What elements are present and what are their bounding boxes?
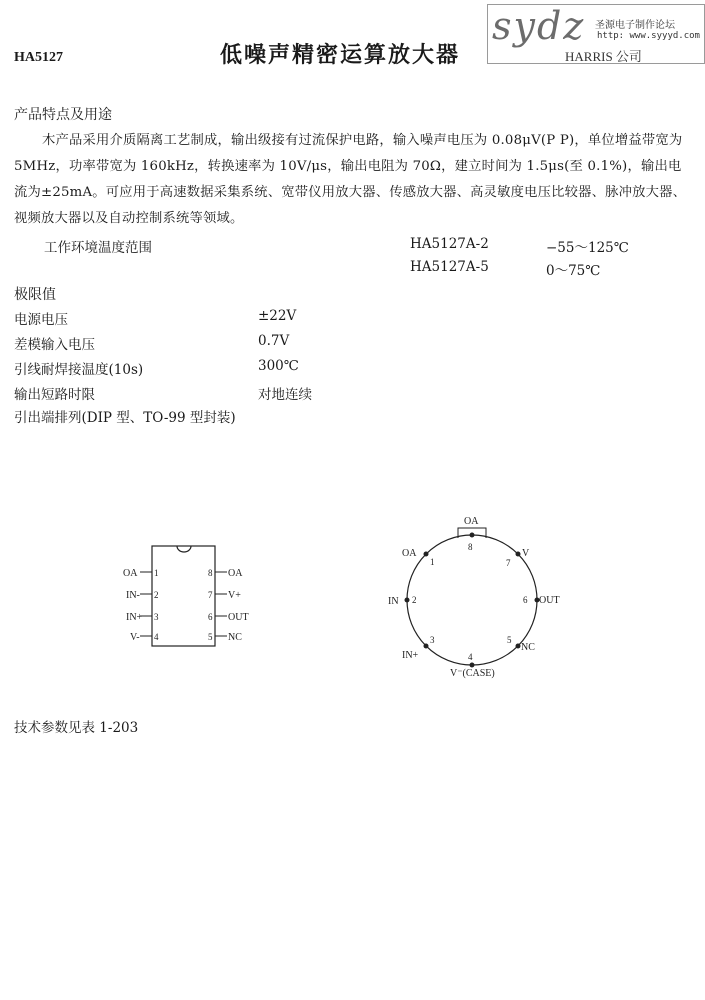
temp-part-2: HA5127A-5 xyxy=(410,259,489,275)
dip-pin7-num: 7 xyxy=(208,590,213,600)
page-title: 低噪声精密运算放大器 xyxy=(220,42,461,68)
temp-part-1: HA5127A-2 xyxy=(410,236,489,252)
limit-value-lead-temp: 300℃ xyxy=(258,358,299,374)
watermark-url: http: www.syyyd.com xyxy=(597,31,700,41)
to99-pin8-num: 8 xyxy=(468,542,473,552)
to99-pin5-num: 5 xyxy=(507,635,512,645)
features-heading: 产品特点及用途 xyxy=(14,107,112,123)
dip-pin6-label: OUT xyxy=(228,612,249,623)
temp-range-label: 工作环境温度范围 xyxy=(44,240,152,256)
dip-pin4-num: 4 xyxy=(154,632,159,642)
limit-label-diff-input: 差模输入电压 xyxy=(14,337,95,353)
dip-pin2-label: IN- xyxy=(126,590,140,601)
to99-package-diagram xyxy=(380,508,580,683)
dip-body xyxy=(152,546,215,646)
dip-pin3-num: 3 xyxy=(154,612,159,622)
dip-pin5-label: NC xyxy=(228,632,242,643)
pinout-heading: 引出端排列(DIP 型、TO-99 型封装) xyxy=(14,410,236,426)
to99-pin6-label: OUT xyxy=(539,595,560,606)
dip-notch xyxy=(177,546,191,552)
to99-pin5-label: NC xyxy=(521,642,535,653)
dip-right-pins xyxy=(208,568,249,643)
dip-pin8-label: OA xyxy=(228,568,243,579)
to99-pin6-num: 6 xyxy=(523,595,528,605)
temp-range-1: −55～125℃ xyxy=(546,240,629,256)
dip-pin3-label: IN+ xyxy=(126,612,143,623)
temp-range-2: 0～75℃ xyxy=(546,263,601,279)
tech-params-reference: 技术参数见表 1-203 xyxy=(14,720,139,736)
limit-label-supply: 电源电压 xyxy=(14,312,68,328)
watermark-logo: sydz xyxy=(492,4,586,48)
to99-pin4-num: 4 xyxy=(468,652,473,662)
to99-top-label: OA xyxy=(464,516,479,527)
limits-heading: 极限值 xyxy=(14,287,56,303)
dip-pin5-num: 5 xyxy=(208,632,213,642)
limit-label-short-circuit: 输出短路时限 xyxy=(14,387,95,403)
to99-pin3-num: 3 xyxy=(430,635,435,645)
dip-pin8-num: 8 xyxy=(208,568,213,578)
limit-value-diff-input: 0.7V xyxy=(258,333,290,349)
dip-pin7-label: V+ xyxy=(228,590,241,601)
to99-pin2-label: IN xyxy=(388,596,399,607)
limit-label-lead-temp: 引线耐焊接温度(10s) xyxy=(14,362,144,378)
limit-value-supply: ±22V xyxy=(258,308,297,324)
dip-pin4-label: V- xyxy=(130,632,140,643)
dip-pin1-label: OA xyxy=(123,568,138,579)
limit-value-short-circuit: 对地连续 xyxy=(258,387,312,403)
dip-pin6-num: 6 xyxy=(208,612,213,622)
part-number: HA5127 xyxy=(14,50,63,65)
manufacturer-label: HARRIS 公司 xyxy=(565,49,642,64)
to99-pin2-num: 2 xyxy=(412,595,417,605)
to99-pin-dots xyxy=(405,533,540,668)
to99-pin3-label: IN+ xyxy=(402,650,419,661)
watermark-site-name: 圣源电子制作论坛 xyxy=(595,20,675,31)
dip-pin2-num: 2 xyxy=(154,590,159,600)
to99-pin7-num: 7 xyxy=(506,558,511,568)
to99-pin7-label: V xyxy=(522,548,530,559)
to99-pin1-label: OA xyxy=(402,548,417,559)
to99-pin1-num: 1 xyxy=(430,557,435,567)
dip-package-diagram xyxy=(110,540,270,650)
features-paragraph: 木产品采用介质隔离工艺制成，输出级接有过流保护电路，输入噪声电压为 0.08μV(P P)，单位增益带宽为 5MHz，功率带宽为 160kHz，转换速率为 10V/μs，输出电阻为 70Ω，建立时间为 1.5μs(至 0.1%)，输出电流为±25mA。可应用于高速数据采集系统、宽带仪用放大器、传感放大器、高灵敏度电压比较器、脉冲放大器、视频放大器以及自动控制系统等领域。 xyxy=(14,133,687,226)
to99-pin4-label: V⁻(CASE) xyxy=(450,668,495,679)
dip-pin1-num: 1 xyxy=(154,568,159,578)
dip-left-pins xyxy=(123,568,159,643)
